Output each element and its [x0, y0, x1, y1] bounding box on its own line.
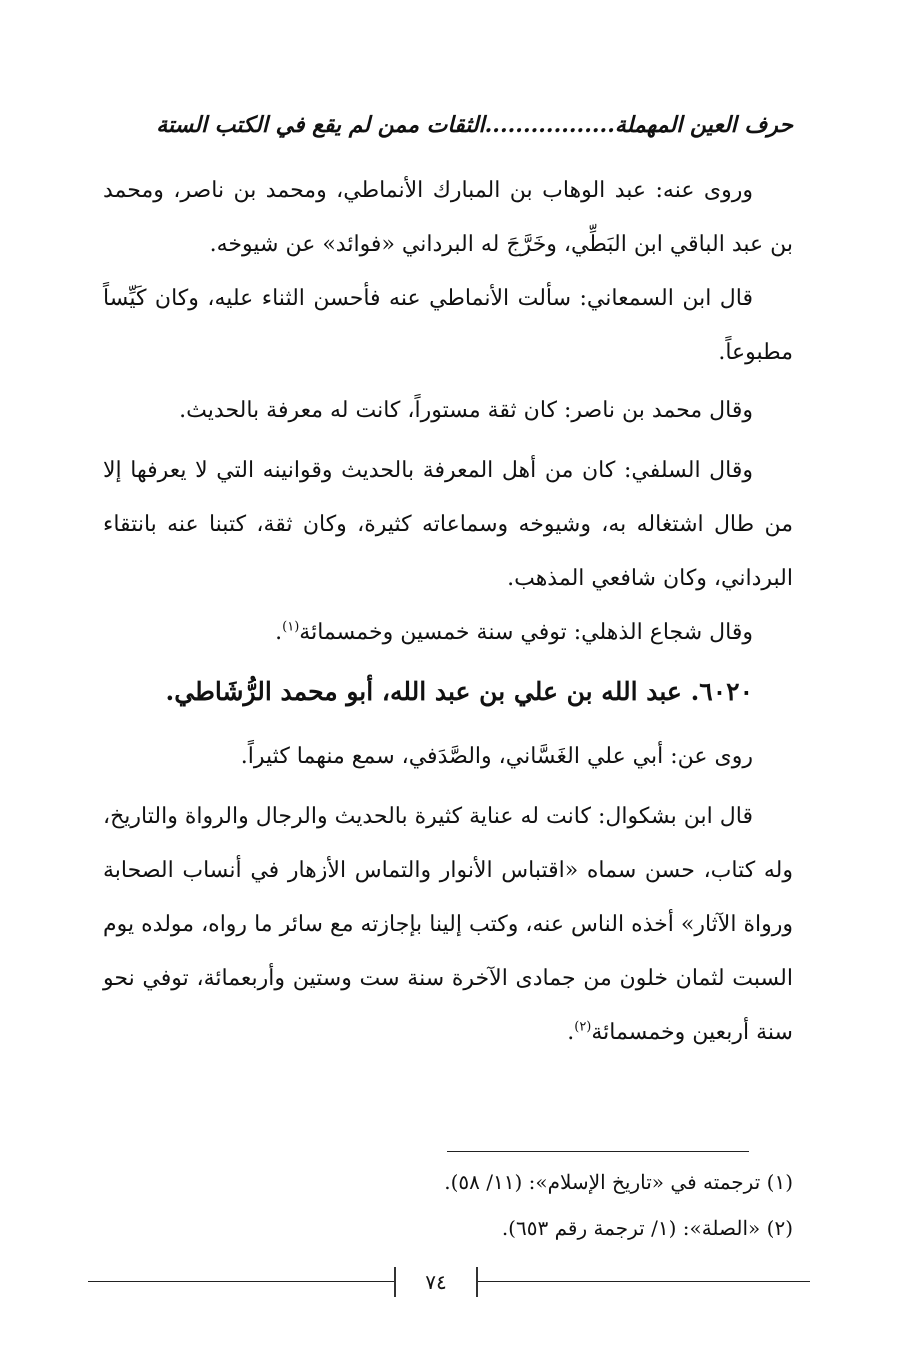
death-text: وقال شجاع الذهلي: توفي سنة خمسين وخمسمائة	[299, 620, 753, 645]
footnote-ref-2[interactable]: (٢)	[574, 1019, 592, 1035]
paragraph-ibn-nasir: وقال محمد بن ناصر: كان ثقة مستوراً، كانت له معرفة بالحديث.	[179, 398, 753, 423]
paragraph-death: وقال شجاع الذهلي: توفي سنة خمسين وخمسمائة$^{(١)}$.	[275, 619, 753, 645]
bashkuwal-text: قال ابن بشكوال: كانت له عناية كثيرة بالحديث والرجال والرواة والتاريخ، وله كتاب، حسن سماه «اقتباس الأنوار والتماس الأزهار في أنساب الصحابة ورواة الآثار» أخذه الناس عنه، وكتب إلينا بإجازته مع سائر ما رواه، مولده يوم السبت لثمان خلون من جمادى الآخرة سنة ست وستين وأربعمائة، توفي نحو سنة أربعين وخمسمائة	[103, 804, 793, 1045]
paragraph-narrated-from: روى عن: أبي علي الغَسَّاني، والصَّدَفي، سمع منهما كثيراً.	[240, 744, 753, 769]
entry-number: ٦٠٢٠.	[690, 677, 753, 706]
running-head: حرف العين المهملة.................الثقات ممن لم يقع في الكتب الستة	[156, 112, 793, 138]
entry-name: عبد الله بن علي بن عبد الله، أبو محمد الرُّشَاطي.	[165, 677, 682, 706]
entry-heading	[103, 672, 793, 712]
page-number: ٧٤	[394, 1267, 478, 1297]
footnote-separator	[447, 1151, 749, 1152]
footnote-ref-1[interactable]: (١)	[282, 619, 300, 635]
paragraph-samani: قال ابن السمعاني: سألت الأنماطي عنه فأحسن الثناء عليه، وكان كَيِّساً مطبوعاً.	[103, 286, 793, 365]
paragraph-narrators: وروى عنه: عبد الوهاب بن المبارك الأنماطي، ومحمد بن ناصر، ومحمد بن عبد الباقي ابن البَطِّي، وخَرَّجَ له البرداني «فوائد» عن شيوخه.	[103, 178, 793, 257]
footnote-1: (١) ترجمته في «تاريخ الإسلام»: (١١/ ٥٨).	[444, 1170, 793, 1194]
footnote-2: (٢) «الصلة»: (١/ ترجمة رقم ٦٥٣).	[501, 1216, 793, 1240]
paragraph-silafi: وقال السلفي: كان من أهل المعرفة بالحديث وقوانينه التي لا يعرفها إلا من طال اشتغاله به، وشيوخه وسماعاته كثيرة، وكان ثقة، كتبنا عنه بانتقاء البرداني، وكان شافعي المذهب.	[103, 458, 793, 591]
paragraph-bashkuwal: قال ابن بشكوال: كانت له عناية كثيرة بالحديث والرجال والرواة والتاريخ، وله كتاب، حسن سماه «اقتباس الأنوار والتماس الأزهار في أنساب الصحابة ورواة الآثار» أخذه الناس عنه، وكتب إلينا بإجازته مع سائر ما رواه، مولده يوم السبت لثمان خلون من جمادى الآخرة سنة ست وستين وأربعمائة، توفي نحو سنة أربعين وخمسمائة$^{(٢)}$.	[103, 804, 793, 1045]
